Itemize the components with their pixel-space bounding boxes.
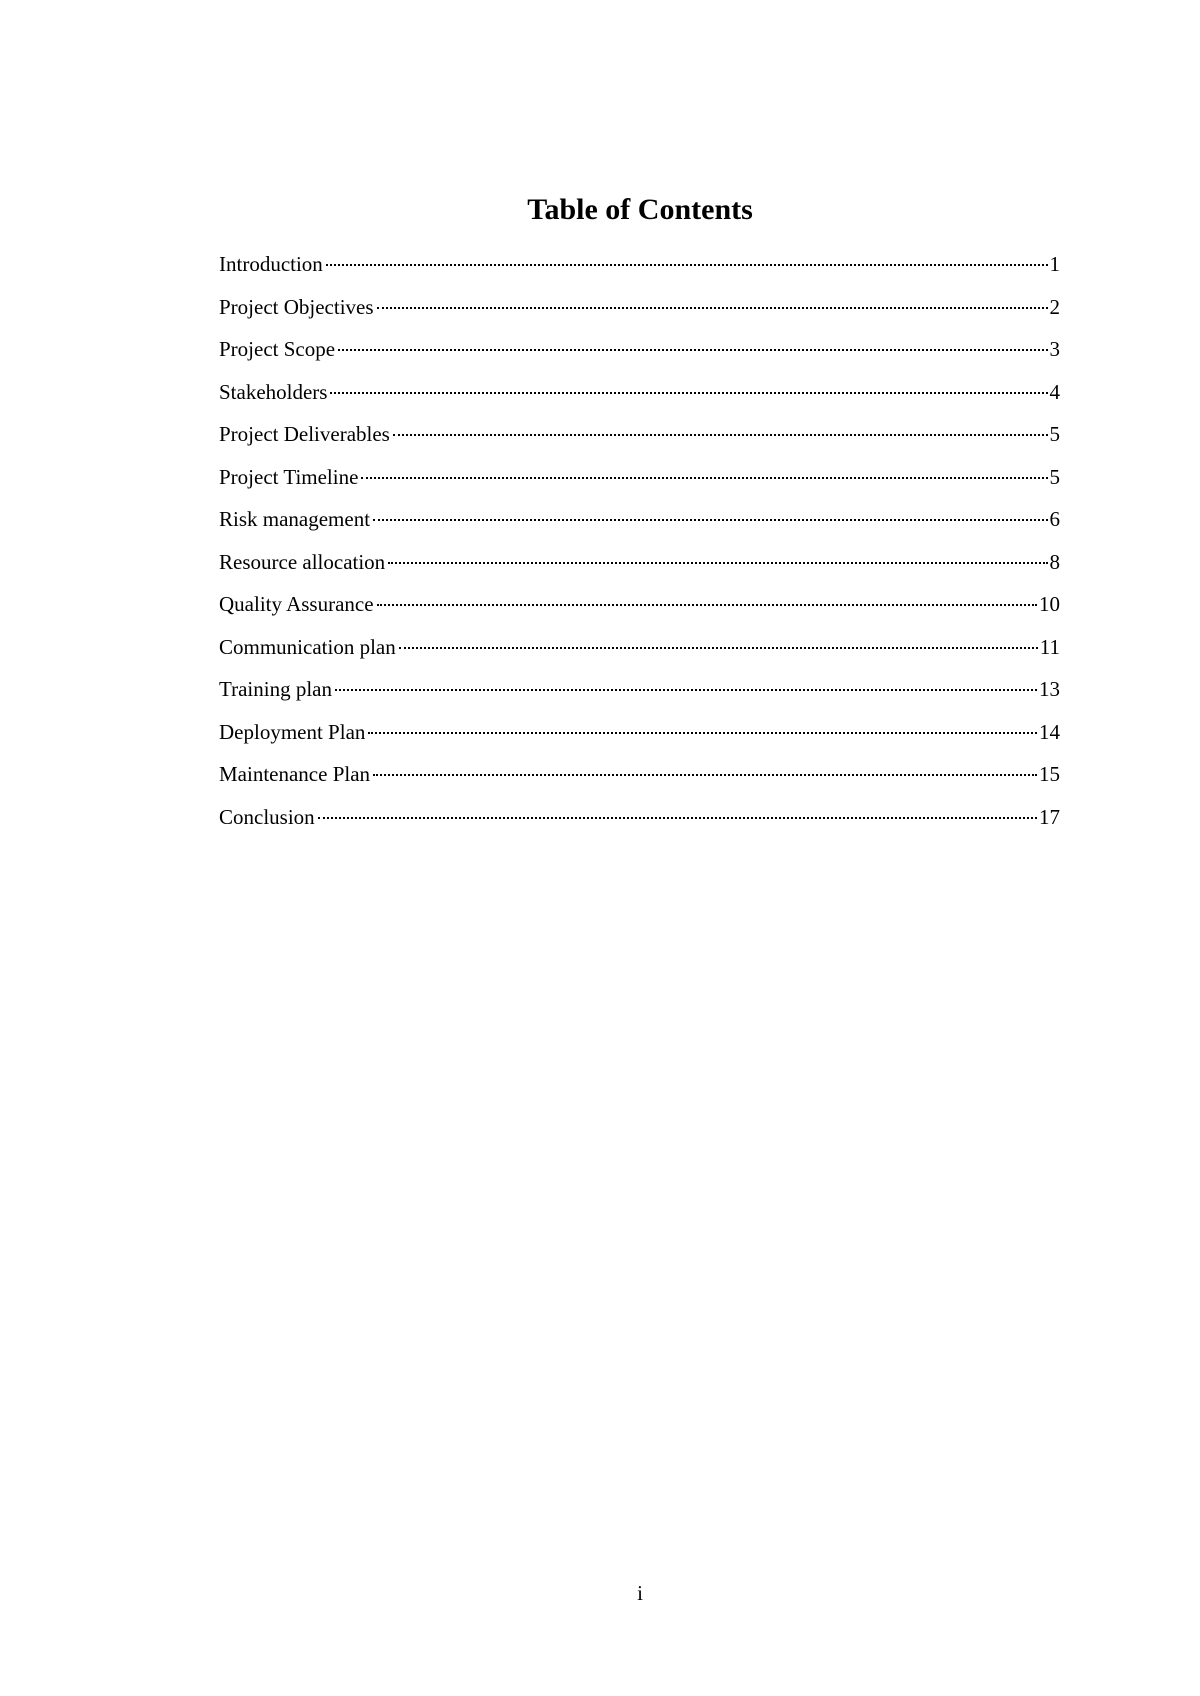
dot-leader — [399, 647, 1038, 649]
toc-entry-label: Introduction — [219, 252, 323, 276]
toc-entry-page: 8 — [1049, 549, 1060, 574]
toc-entry-page: 14 — [1039, 719, 1060, 744]
toc-entry-label: Project Objectives — [219, 294, 374, 319]
toc-entry-label: Quality Assurance — [219, 592, 374, 616]
dot-leader — [335, 689, 1037, 691]
dot-leader — [373, 774, 1037, 776]
toc-entry-page: 3 — [1049, 337, 1060, 361]
toc-entry-page: 10 — [1039, 592, 1060, 616]
toc-entry-training-plan[interactable] — [219, 674, 1060, 717]
toc-entry-label: Project Timeline — [219, 464, 359, 489]
toc-entry-page: 6 — [1049, 507, 1060, 531]
toc-entry-label: Project Deliverables — [219, 422, 390, 446]
dot-leader — [338, 349, 1047, 351]
toc-entry-page: 5 — [1049, 464, 1060, 489]
toc-entry-project-scope[interactable] — [219, 334, 1060, 377]
toc-entry-label: Deployment Plan — [219, 719, 366, 744]
dot-leader — [377, 307, 1048, 309]
toc-entry-page: 1 — [1049, 252, 1060, 276]
toc-entry-resource-allocation[interactable] — [219, 547, 1060, 590]
toc-entry-label: Training plan — [219, 677, 332, 701]
toc-entry-risk-management[interactable] — [219, 504, 1060, 547]
toc-entry-label: Stakeholders — [219, 379, 328, 404]
toc-entry-page: 2 — [1049, 294, 1060, 319]
toc-entry-project-timeline[interactable] — [219, 462, 1060, 505]
dot-leader — [377, 604, 1037, 606]
toc-entry-label: Risk management — [219, 507, 371, 531]
toc-entry-label: Maintenance Plan — [219, 762, 371, 786]
toc-list — [219, 249, 1060, 844]
toc-entry-page: 13 — [1039, 677, 1060, 701]
toc-entry-deployment-plan[interactable] — [219, 717, 1060, 760]
toc-entry-maintenance-plan[interactable] — [219, 759, 1060, 802]
toc-title: Table of Contents — [527, 193, 753, 226]
dot-leader — [318, 817, 1037, 819]
toc-entry-project-deliverables[interactable] — [219, 419, 1060, 462]
toc-entry-page: 5 — [1049, 422, 1060, 446]
toc-entry-label: Communication plan — [219, 634, 396, 659]
dot-leader — [388, 562, 1047, 564]
toc-entry-page: 17 — [1039, 804, 1060, 829]
toc-entry-page: 15 — [1039, 762, 1060, 786]
toc-entry-label: Conclusion — [219, 804, 315, 829]
toc-entry-introduction[interactable] — [219, 249, 1060, 292]
toc-entry-stakeholders[interactable] — [219, 377, 1060, 420]
toc-entry-label: Resource allocation — [219, 549, 386, 574]
dot-leader — [393, 434, 1048, 436]
toc-entry-conclusion[interactable] — [219, 802, 1060, 845]
toc-entry-project-objectives[interactable] — [219, 292, 1060, 335]
toc-entry-label: Project Scope — [219, 337, 336, 361]
dot-leader — [361, 477, 1047, 479]
dot-leader — [326, 264, 1048, 266]
toc-entry-page: 11 — [1039, 634, 1060, 659]
toc-entry-communication-plan[interactable] — [219, 632, 1060, 675]
dot-leader — [373, 519, 1047, 521]
dot-leader — [368, 732, 1037, 734]
dot-leader — [330, 392, 1047, 394]
toc-entry-quality-assurance[interactable] — [219, 589, 1060, 632]
page-number: i — [637, 1581, 643, 1605]
toc-entry-page: 4 — [1049, 379, 1060, 404]
